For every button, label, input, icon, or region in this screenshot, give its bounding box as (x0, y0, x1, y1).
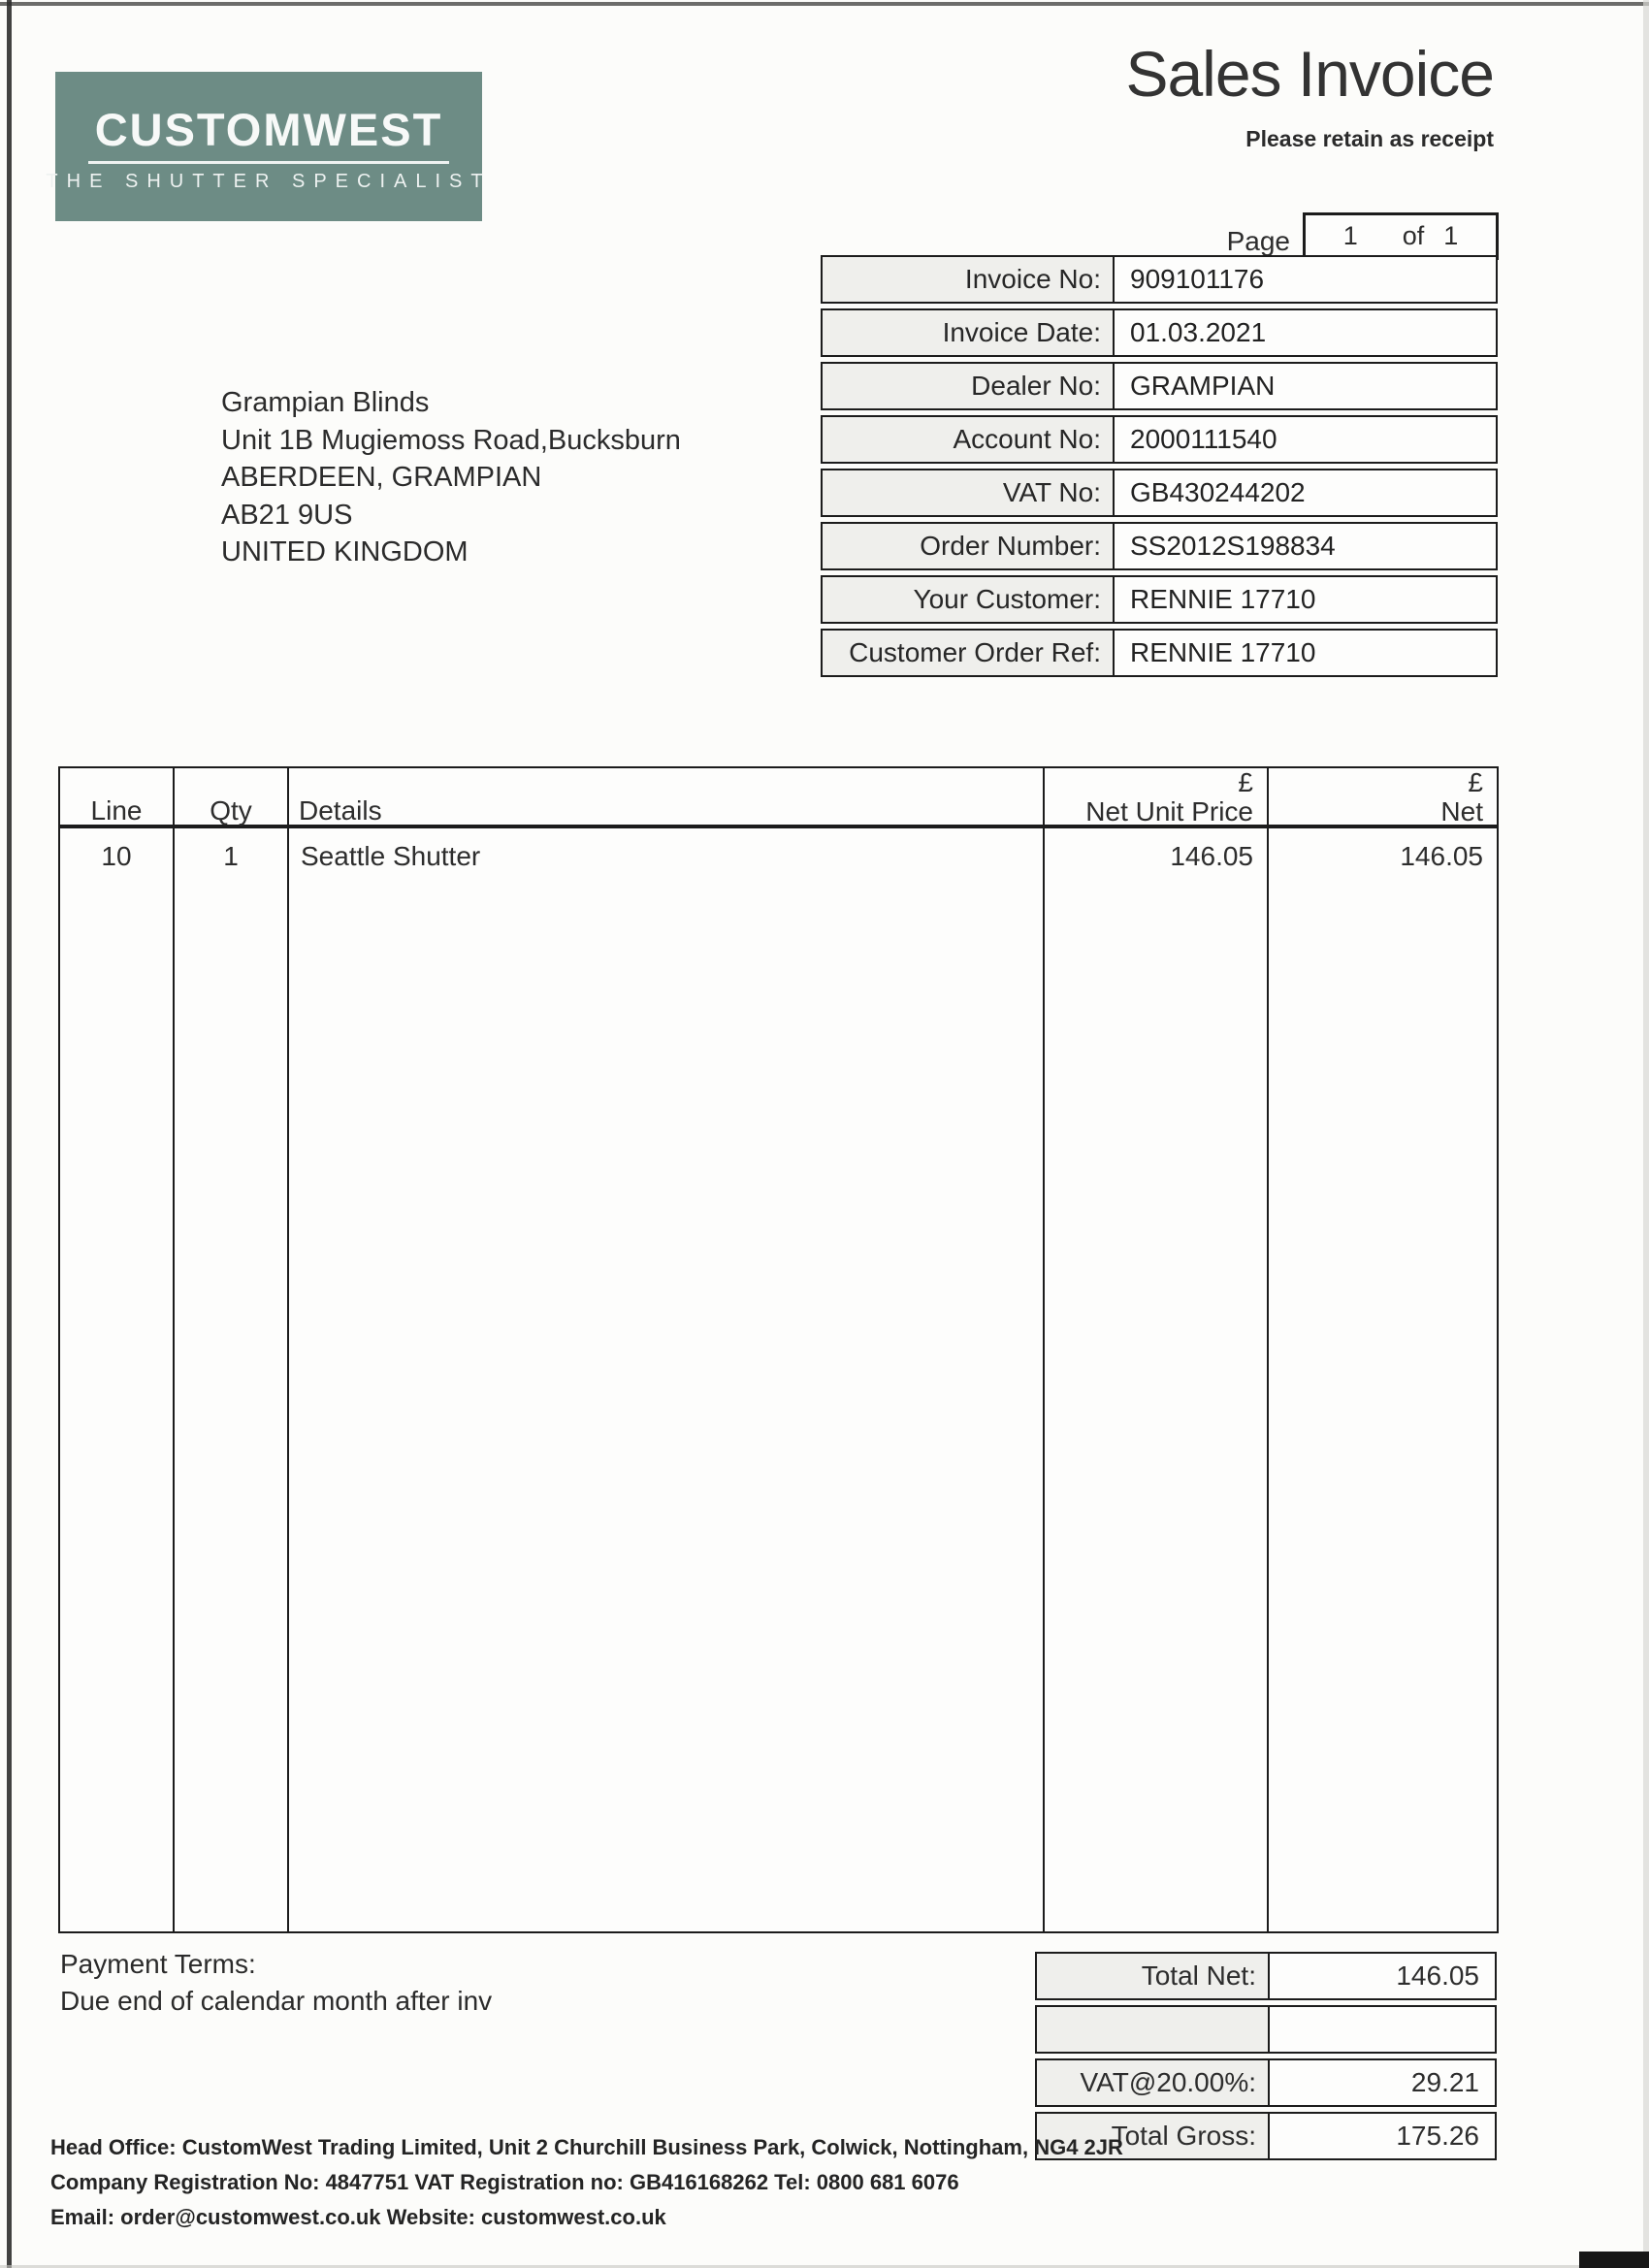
customer-order-ref-value: RENNIE 17710 (1115, 631, 1496, 675)
column-header-net (1269, 768, 1497, 831)
item-quantity: 1 (175, 828, 289, 1931)
item-line-number: 10 (60, 828, 175, 1931)
vat-value: 29.21 (1270, 2060, 1495, 2105)
info-row-dealer-no (821, 362, 1498, 410)
logo-brand-text: CUSTOMWEST (94, 103, 443, 155)
totals-empty-value (1270, 2007, 1495, 2052)
page-number-box (1303, 212, 1499, 260)
address-line: Grampian Blinds (221, 387, 430, 418)
address-line: UNITED KINGDOM (221, 536, 469, 568)
customer-address (221, 384, 681, 571)
currency-symbol: £ (1238, 767, 1253, 797)
scan-corner-shadow (1579, 2252, 1649, 2268)
info-label: VAT No: (823, 470, 1115, 515)
footer (50, 2130, 1123, 2235)
payment-terms (60, 1946, 492, 2020)
info-row-customer-order-ref (821, 629, 1498, 677)
logo-divider (88, 161, 449, 164)
total-gross-label: Total Gross: (1037, 2114, 1270, 2158)
page-of-label: of (1402, 221, 1425, 250)
payment-terms-text: Due end of calendar month after inv (60, 1986, 493, 2016)
info-label: Your Customer: (823, 577, 1115, 622)
column-header-label: Net Unit Price (1085, 796, 1253, 826)
info-label: Dealer No: (823, 364, 1115, 408)
info-label: Invoice No: (823, 257, 1115, 302)
column-header-net-unit-price (1045, 768, 1269, 831)
line-items-body (60, 828, 1497, 1931)
page-label: Page (1226, 226, 1290, 256)
info-row-account-no (821, 415, 1498, 464)
info-label: Account No: (823, 417, 1115, 462)
column-header-line: Line (60, 768, 175, 831)
total-net-value: 146.05 (1270, 1954, 1495, 1998)
info-row-invoice-date (821, 308, 1498, 357)
invoice-info-table (821, 255, 1498, 677)
info-row-invoice-no (821, 255, 1498, 304)
item-net: 146.05 (1400, 841, 1483, 871)
line-items-table (58, 766, 1499, 1933)
invoice-number-value: 909101176 (1115, 257, 1496, 302)
address-line: ABERDEEN, GRAMPIAN (221, 462, 542, 494)
info-label: Customer Order Ref: (823, 631, 1115, 675)
footer-contact-line: Email: order@customwest.co.uk Website: customwest.co.uk (50, 2205, 666, 2229)
your-customer-value: RENNIE 17710 (1115, 577, 1496, 622)
line-items-header (60, 768, 1497, 828)
vat-label: VAT@20.00%: (1037, 2060, 1270, 2105)
column-header-qty: Qty (175, 768, 289, 831)
info-label: Order Number: (823, 524, 1115, 568)
totals-row-vat (1035, 2058, 1497, 2107)
document-title: Sales Invoice (1125, 38, 1494, 110)
dealer-number-value: GRAMPIAN (1115, 364, 1496, 408)
account-number-value: 2000111540 (1115, 417, 1496, 462)
vat-number-value: GB430244202 (1115, 470, 1496, 515)
item-net-unit-price: 146.05 (1045, 828, 1269, 1931)
payment-terms-label: Payment Terms: (60, 1949, 256, 1979)
scan-edge-right (1643, 0, 1649, 2268)
page-current: 1 (1342, 221, 1358, 250)
order-number-value: SS2012S198834 (1115, 524, 1496, 568)
page-total: 1 (1443, 221, 1459, 250)
totals-table (1035, 1952, 1497, 2160)
column-header-label: Net (1440, 796, 1483, 826)
scan-edge-left (7, 0, 12, 2268)
document-subtitle: Please retain as receipt (1245, 126, 1494, 151)
logo-tagline-text: THE SHUTTER SPECIALIST (46, 170, 492, 192)
currency-symbol: £ (1468, 767, 1483, 797)
info-label: Invoice Date: (823, 310, 1115, 355)
info-row-your-customer (821, 575, 1498, 624)
total-gross-value: 175.26 (1270, 2114, 1495, 2158)
totals-row-net (1035, 1952, 1497, 2000)
column-header-details: Details (289, 768, 1045, 831)
footer-registration-line: Company Registration No: 4847751 VAT Registration no: GB416168262 Tel: 0800 681 6076 (50, 2170, 959, 2194)
totals-empty-label (1037, 2007, 1270, 2052)
address-line: AB21 9US (221, 499, 353, 531)
address-line: Unit 1B Mugiemoss Road,Bucksburn (221, 424, 681, 456)
total-net-label: Total Net: (1037, 1954, 1270, 1998)
info-row-order-number (821, 522, 1498, 570)
footer-head-office-line: Head Office: CustomWest Trading Limited, Unit 2 Churchill Business Park, Colwick, Nottingham, NG4 2JR (50, 2135, 1123, 2159)
scan-edge-top (0, 2, 1649, 6)
company-logo (46, 72, 492, 221)
invoice-date-value: 01.03.2021 (1115, 310, 1496, 355)
totals-row-empty (1035, 2005, 1497, 2054)
item-details: Seattle Shutter (289, 828, 1045, 1931)
info-row-vat-no (821, 469, 1498, 517)
